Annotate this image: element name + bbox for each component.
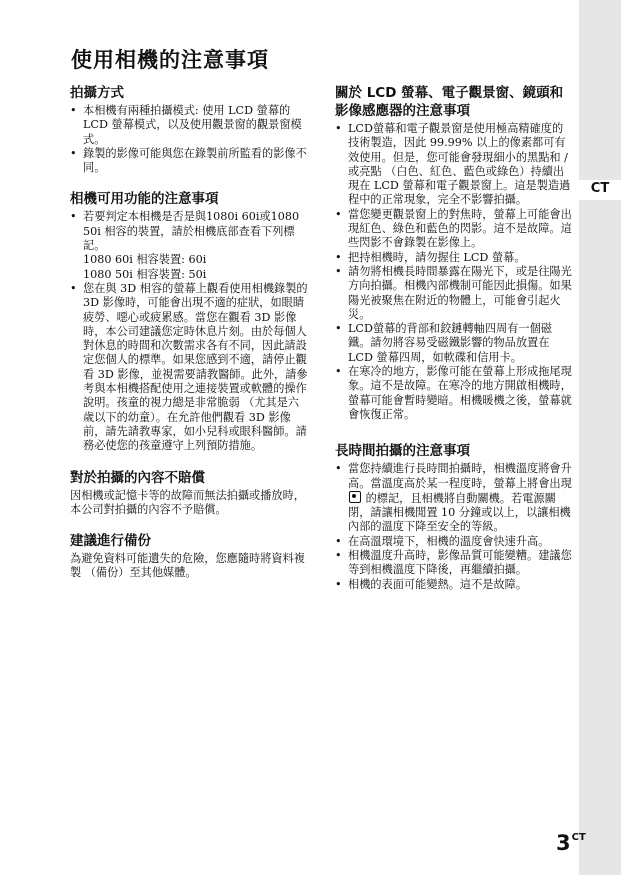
list-item: • 把持相機時，請勿握住 LCD 螢幕。 [335, 251, 573, 265]
list-item-text: 若要判定本相機是否是與1080i 60i或1080 50i 相容的裝置，請於相機底部查看下列標記。 [83, 210, 300, 253]
section-available-functions [70, 190, 308, 453]
list-item: • 請勿將相機長時間暴露在陽光下，或是往陽光方向拍攝。相機內部機制可能因此損傷。如果陽光被聚焦在附近的物體上，可能會引起火災。 [335, 265, 573, 322]
list-item: • 本相機有兩種拍攝模式: 使用 LCD 螢幕的 LCD 螢幕模式，以及使用觀景窗的觀景窗模式。 [70, 104, 308, 147]
list-item [335, 462, 573, 534]
list-item: • 錄製的影像可能與您在錄製前所監看的影像不同。 [70, 147, 308, 176]
section-heading: 相機可用功能的注意事項 [70, 191, 219, 208]
list-item-text: 當您持續進行長時間拍攝時，相機溫度將會升高。當溫度高於某一程度時，螢幕上將會出現 [348, 462, 572, 490]
list-item: • 相機的表面可能變熱。這不是故障。 [335, 578, 573, 592]
section-heading: 建議進行備份 [70, 533, 151, 550]
list-item: • 相機溫度升高時，影像品質可能變糟。建議您等到相機溫度下降後，再繼續拍攝。 [335, 549, 573, 578]
page-title: 使用相機的注意事項 [71, 48, 269, 72]
compat-line-50i: 1080 50i 相容裝置: 50i [83, 267, 207, 281]
side-tab-label: CT [590, 181, 610, 196]
side-bar [579, 0, 621, 875]
paragraph: 因相機或記憶卡等的故障而無法拍攝或播放時，本公司對拍攝的內容不予賠償。 [70, 488, 305, 516]
compat-line-60i: 1080 60i 相容裝置: 60i [83, 253, 207, 267]
bullet-list [70, 210, 308, 453]
list-item: • 在寒冷的地方，影像可能在螢幕上形成拖尾現象。這不是故障。在寒冷的地方開啟相機時，螢幕可能會暫時變暗。相機暖機之後，螢幕就會恢復正常。 [335, 365, 573, 422]
bullet-list [335, 462, 573, 592]
list-item: • LCD螢幕的背部和鉸鏈轉軸四周有一個磁鐵。請勿將容易受磁鐵影響的物品放置在 LCD 螢幕四周，如軟碟和信用卡。 [335, 322, 573, 365]
bullet-list [70, 104, 308, 175]
list-item-text: 的標記，且相機將自動關機。若電源關閉，請讓相機閒置 10 分鐘或以上，以讓相機內部的溫度下降至安全的等級。 [348, 491, 571, 534]
section-heading: 拍攝方式 [70, 85, 124, 101]
page-number [556, 831, 586, 855]
section-backup [70, 532, 308, 581]
list-item: • 您在與 3D 相容的螢幕上觀看使用相機錄製的 3D 影像時，可能會出現不適的症狀，如眼睛疲勞、噁心或疲累感。當您在觀看 3D 影像時，本公司建議您定時休息片刻。由於每個人對休息的時間和次數需求各有不同，因此請設定您個人的標準。如果您感到不適，請停止觀看 3D 影像，並視需要請教醫師。此外，請參考與本相機搭配使用之連接裝置或軟體的操作說明。孩童的視力總是非常脆弱 （尤其是六歲以下的幼童）。在允許他們觀看 3D 影像前，請先請教專家，如小兒科或眼科醫師。請務必使您的孩童遵守上列預防措施。 [70, 282, 308, 454]
left-column [70, 84, 308, 596]
section-shooting-mode [70, 84, 308, 175]
page-number-suffix: CT [571, 832, 586, 843]
list-item: • 當您變更觀景窗上的對焦時，螢幕上可能會出現紅色、綠色和藍色的閃影。這不是故障。這些閃影不會錄製在影像上。 [335, 208, 573, 251]
temperature-warning-icon [349, 491, 361, 503]
right-column [335, 84, 573, 607]
bullet-list [335, 122, 573, 422]
section-lcd-notes [335, 84, 573, 422]
list-item: • LCD螢幕和電子觀景窗是使用極高精確度的技術製造，因此 99.99% 以上的像素都可有效使用。但是，您可能會發現細小的黑點和 / 或亮點 （白色、紅色、藍色或綠色）持續出現在 LCD 螢幕和電子觀景窗上。這是製造過程中的正常現象，完全不影響拍攝。 [335, 122, 573, 208]
section-no-compensation [70, 469, 308, 518]
section-heading: 長時間拍攝的注意事項 [335, 443, 470, 460]
section-heading: 對於拍攝的內容不賠償 [70, 469, 205, 486]
paragraph: 為避免資料可能遺失的危險，您應隨時將資料複製 （備份）至其他媒體。 [70, 552, 305, 580]
list-item: • 在高溫環境下，相機的溫度會快速升高。 [335, 535, 573, 549]
section-heading: 關於 LCD 螢幕、電子觀景窗、鏡頭和影像感應器的注意事項 [335, 85, 564, 119]
list-item [70, 210, 308, 281]
section-long-recording [335, 442, 573, 592]
page-number-digit: 3 [556, 831, 571, 855]
